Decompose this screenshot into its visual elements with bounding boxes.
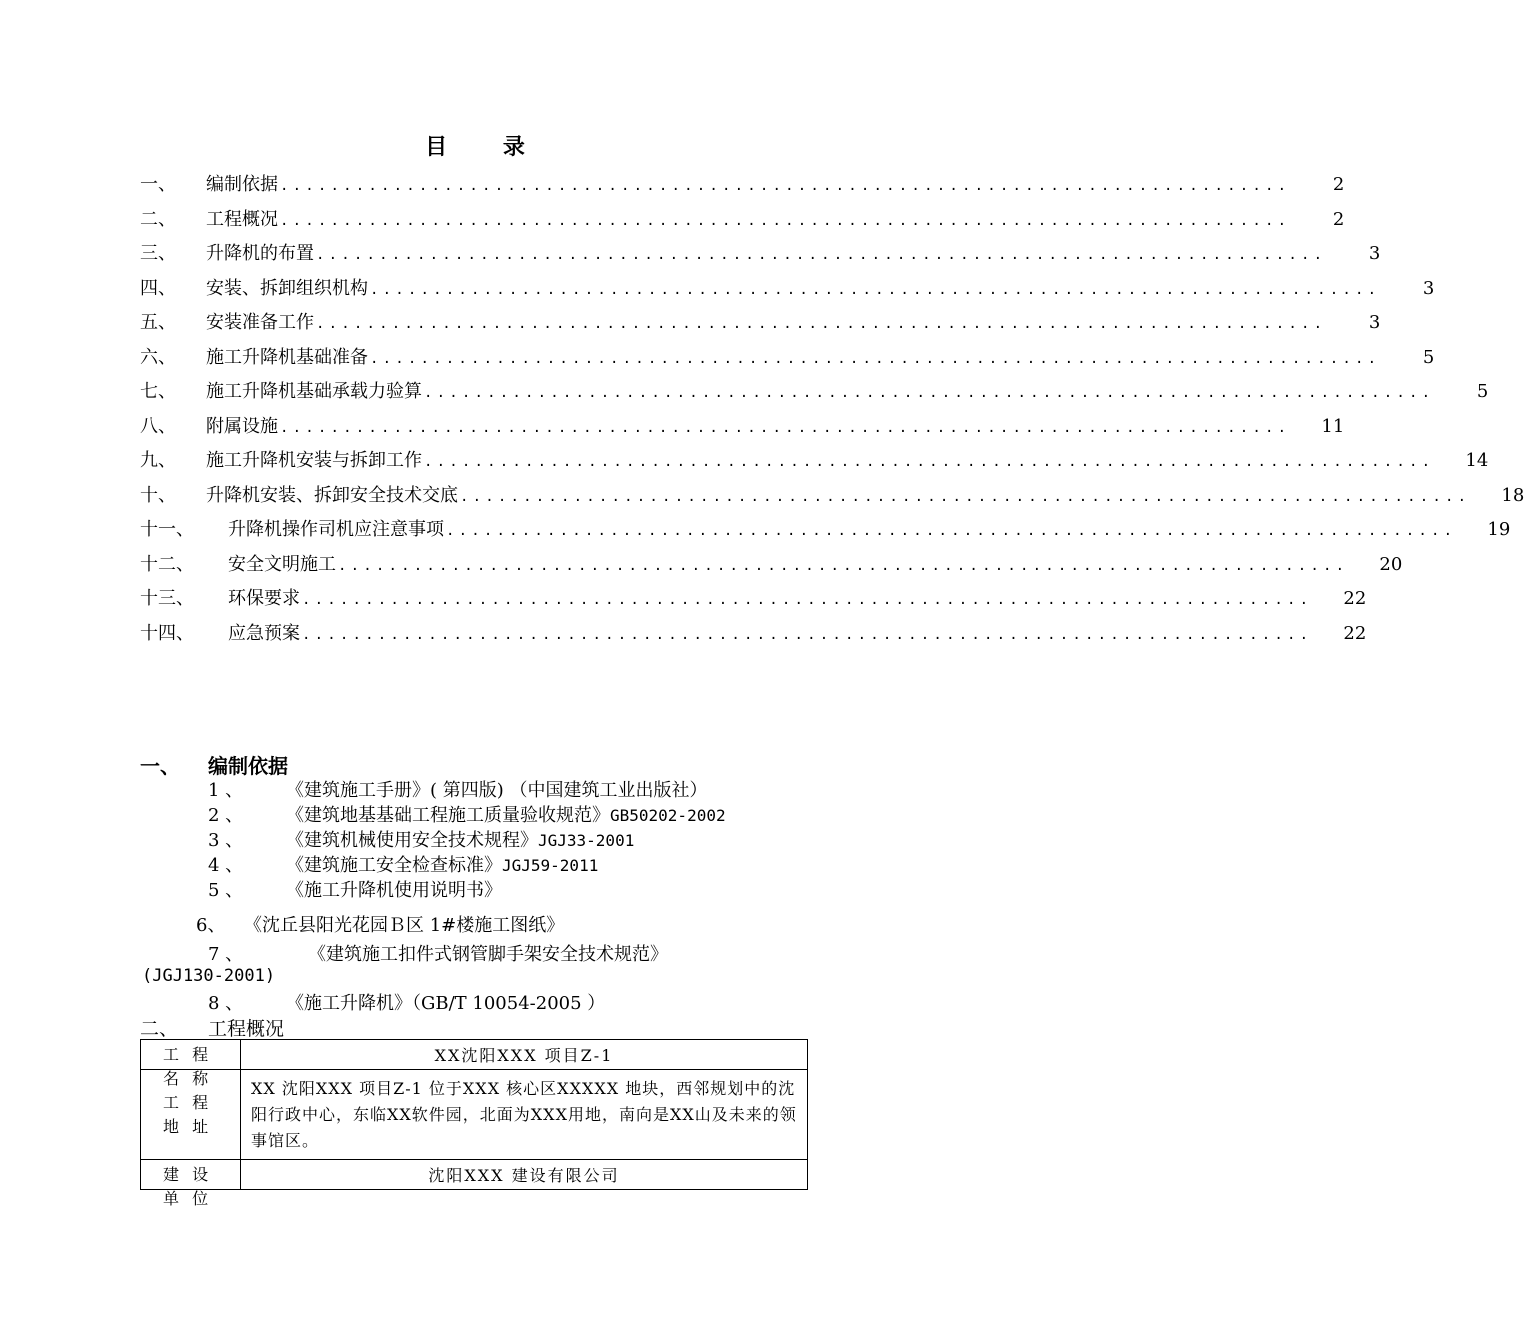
toc-entry-number: 九、: [140, 450, 176, 471]
toc-entry-title: 升降机安装、拆卸安全技术交底: [206, 484, 458, 506]
toc-dot-leader: ................................................................................: [370, 350, 1381, 367]
toc-dot-leader: ................................................................................: [302, 592, 1313, 608]
toc-entry[interactable]: [140, 170, 1345, 200]
table-value-cell: XX 沈阳XXX 项目Z-1 位于XXX 核心区XXXXX 地块，西邻规划中的沈阳行政中心，东临XX软件园，北面为XXX用地，南向是XX山及未来的领事馆区。: [241, 1070, 808, 1160]
reference-number: 3 、: [208, 830, 244, 851]
reference-code: JGJ59-2011: [502, 856, 599, 875]
toc-entry-title: 升降机的布置: [206, 243, 314, 264]
toc-entry-page-number: 20: [1379, 553, 1403, 575]
toc-entry-page-number: 5: [1476, 381, 1489, 402]
toc-entry-page-number: 22: [1343, 622, 1367, 644]
reference-text: 《建筑施工手册》( 第四版) （中国建筑工业出版社）: [286, 780, 708, 801]
toc-entry-title: 编制依据: [206, 174, 278, 195]
toc-entry-title: 施工升降机安装与拆卸工作: [206, 450, 422, 471]
toc-entry[interactable]: [140, 550, 1403, 580]
toc-entry-number: 三、: [140, 243, 176, 264]
reference-number: 4 、: [208, 855, 244, 876]
project-overview-table: [140, 1039, 808, 1208]
reference-item: [208, 851, 598, 877]
toc-entry-page-number: 2: [1332, 174, 1345, 195]
reference-item: [208, 989, 605, 1015]
section-number: 一、: [140, 754, 180, 778]
toc-dot-leader: ................................................................................: [460, 488, 1471, 505]
toc-entry-title: 应急预案: [228, 622, 300, 644]
reference-code: GB50202-2002: [610, 806, 726, 825]
reference-item: [196, 911, 564, 937]
toc-entry-title: 施工升降机基础准备: [206, 346, 368, 368]
toc-entry-number: 十三、: [140, 588, 194, 609]
toc-entry[interactable]: [140, 584, 1367, 614]
toc-entry-number: 一、: [140, 174, 176, 195]
toc-dot-leader: ................................................................................: [316, 247, 1327, 263]
reference-number: 5 、: [208, 880, 244, 901]
reference-text: 《建筑机械使用安全技术规程》: [286, 830, 538, 851]
row-label: 工 程 地 址: [163, 1092, 213, 1136]
toc-entry[interactable]: [140, 446, 1489, 476]
section-title: 工程概况: [208, 1018, 285, 1040]
toc-entry-number: 十四、: [140, 622, 194, 644]
toc-entry-title: 升降机操作司机应注意事项: [228, 519, 444, 540]
toc-entry[interactable]: [140, 205, 1345, 235]
toc-entry-number: 二、: [140, 208, 176, 230]
toc-entry-title: 安全文明施工: [228, 553, 336, 575]
toc-dot-leader: ................................................................................: [280, 178, 1291, 194]
toc-dot-leader: ................................................................................: [424, 385, 1435, 401]
reference-number: 2 、: [208, 805, 244, 826]
toc-title: 目 录: [425, 134, 549, 160]
toc-entry-number: 五、: [140, 312, 176, 333]
section-number: 二、: [140, 1018, 179, 1040]
toc-entry-page-number: 11: [1321, 415, 1345, 437]
table-value-cell: 沈阳XXX 建设有限公司: [241, 1160, 808, 1190]
toc-entry-page-number: 22: [1343, 588, 1367, 609]
toc-entry-page-number: 2: [1332, 208, 1345, 230]
table-label-cell: [141, 1160, 241, 1208]
toc-dot-leader: ................................................................................: [446, 523, 1457, 539]
toc-entry-title: 安装准备工作: [206, 312, 314, 333]
toc-entry-title: 安装、拆卸组织机构: [206, 277, 368, 299]
toc-entry-page-number: 3: [1368, 243, 1381, 264]
reference-text: 《施工升降机》（GB/T 10054-2005 ）: [286, 993, 606, 1014]
toc-entry-number: 十一、: [140, 519, 194, 540]
reference-number: 7 、: [208, 944, 244, 965]
toc-dot-leader: ................................................................................: [280, 212, 1291, 229]
toc-dot-leader: ................................................................................: [280, 419, 1291, 436]
section-title: 编制依据: [208, 754, 288, 778]
reference-item: [208, 876, 502, 902]
row-label: 工 程 名 称: [163, 1044, 213, 1088]
table-row: [141, 1070, 808, 1160]
toc-entry-number: 四、: [140, 277, 176, 299]
reference-number: 6、: [196, 915, 226, 936]
toc-entry-number: 六、: [140, 346, 176, 368]
toc-entry[interactable]: [140, 619, 1367, 649]
reference-item: [208, 776, 708, 802]
toc-entry-number: 八、: [140, 415, 176, 437]
reference-code: JGJ33-2001: [538, 831, 635, 850]
toc-entry-number: 七、: [140, 381, 176, 402]
toc-dot-leader: ................................................................................: [316, 316, 1327, 332]
section-heading-basis: [140, 750, 288, 779]
toc-dot-leader: ................................................................................: [370, 281, 1381, 298]
reference-text: 《建筑地基基础工程施工质量验收规范》: [286, 805, 610, 826]
toc-entry-page-number: 14: [1465, 450, 1489, 471]
reference-item: [208, 826, 634, 852]
toc-entry[interactable]: [140, 343, 1435, 373]
toc-entry-page-number: 3: [1422, 277, 1435, 299]
toc-entry-title: 附属设施: [206, 415, 278, 437]
reference-continuation: (JGJ130-2001): [142, 966, 276, 986]
toc-entry[interactable]: [140, 481, 1524, 511]
toc-entry-title: 环保要求: [228, 588, 300, 609]
reference-item: [208, 801, 726, 827]
toc-entry-page-number: 5: [1422, 346, 1435, 368]
toc-entry-title: 施工升降机基础承载力验算: [206, 381, 422, 402]
table-row: [141, 1040, 808, 1070]
reference-text: 《沈丘县阳光花园Ｂ区 1#楼施工图纸》: [244, 915, 565, 936]
toc-entry[interactable]: [140, 239, 1381, 269]
reference-number: 1 、: [208, 780, 244, 801]
table-label-cell: [141, 1040, 241, 1088]
toc-dot-leader: ................................................................................: [338, 557, 1349, 574]
toc-entry[interactable]: [140, 274, 1435, 304]
reference-text: 《施工升降机使用说明书》: [286, 880, 502, 901]
toc-dot-leader: ................................................................................: [302, 626, 1313, 643]
row-label: 建 设 单 位: [163, 1164, 213, 1208]
reference-number: 8 、: [208, 993, 244, 1014]
toc-entry[interactable]: [140, 377, 1489, 407]
toc-entry-page-number: 18: [1501, 484, 1524, 506]
reference-item: [208, 940, 668, 966]
toc-entry[interactable]: [140, 412, 1345, 442]
toc-entry-number: 十、: [140, 484, 176, 506]
table-row: [141, 1160, 808, 1190]
toc-entry-page-number: 19: [1487, 519, 1511, 540]
toc-entry[interactable]: [140, 308, 1381, 338]
toc-entry-number: 十二、: [140, 553, 194, 575]
toc-entry-title: 工程概况: [206, 208, 278, 230]
section-heading-overview: [140, 1014, 284, 1041]
reference-text: 《建筑施工安全检查标准》: [286, 855, 502, 876]
table-value-cell: XX沈阳XXX 项目Z-1: [241, 1040, 808, 1070]
toc-entry-page-number: 3: [1368, 312, 1381, 333]
toc-dot-leader: ................................................................................: [424, 454, 1435, 470]
toc-entry[interactable]: [140, 515, 1511, 545]
reference-text: 《建筑施工扣件式钢管脚手架安全技术规范》: [308, 944, 668, 965]
